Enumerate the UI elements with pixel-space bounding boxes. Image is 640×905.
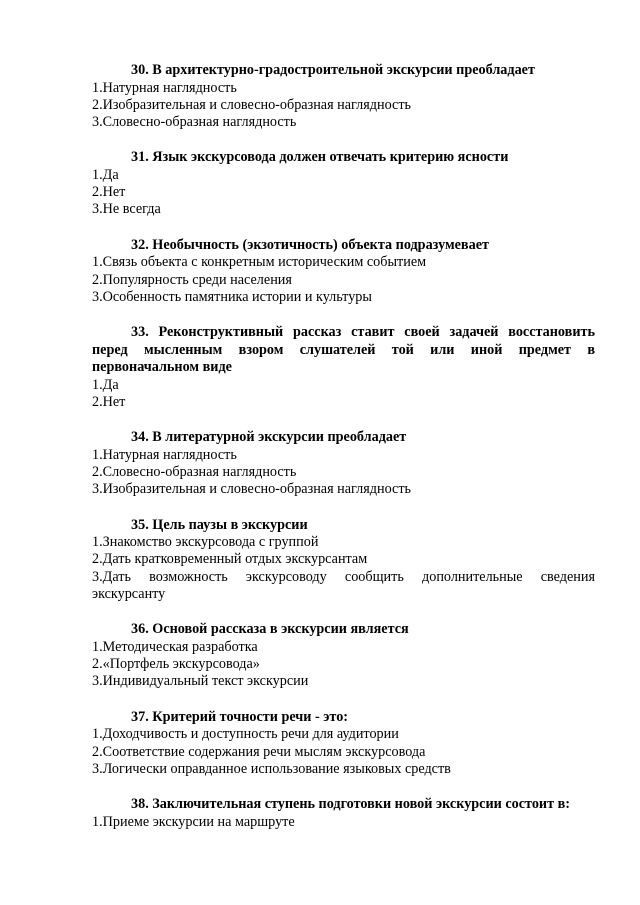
answer-option: 2.Словесно-образная наглядность bbox=[92, 464, 297, 481]
question-title: 36. Основой рассказа в экскурсии является bbox=[131, 621, 409, 638]
question-35 bbox=[92, 517, 595, 604]
answer-option: 2.Нет bbox=[92, 393, 126, 410]
answer-option: 2.Соответствие содержания речи мыслям экскурсовода bbox=[92, 743, 426, 760]
answer-option: 3.Логически оправданное использование языковых средств bbox=[92, 760, 451, 777]
question-title: 33. Реконструктивный рассказ ставит своей задачей восстановить перед мысленным взором слушателей той или иной предмет в первоначальном виде bbox=[92, 324, 595, 376]
answer-option: 3.Индивидуальный текст экскурсии bbox=[92, 673, 309, 690]
answer-option: 1.Натурная наглядность bbox=[92, 446, 237, 463]
answer-option: 1.Связь объекта с конкретным историческим событием bbox=[92, 254, 427, 271]
answer-option: 2.Дать кратковременный отдых экскурсантам bbox=[92, 551, 368, 568]
document-page bbox=[92, 62, 595, 849]
answer-option: 2.Нет bbox=[92, 184, 126, 201]
question-36 bbox=[92, 621, 595, 690]
question-32 bbox=[92, 237, 595, 306]
answer-option: 3.Особенность памятника истории и культуры bbox=[92, 288, 372, 305]
answer-option: 2.Популярность среди населения bbox=[92, 271, 292, 288]
question-38 bbox=[92, 796, 595, 831]
question-33 bbox=[92, 324, 595, 411]
answer-option: 3.Изобразительная и словесно-образная наглядность bbox=[92, 481, 411, 498]
answer-option: 1.Знакомство экскурсовода с группой bbox=[92, 534, 319, 551]
answer-option: 2.«Портфель экскурсовода» bbox=[92, 656, 260, 673]
answer-option: 1.Приеме экскурсии на маршруте bbox=[92, 813, 295, 830]
question-title: 31. Язык экскурсовода должен отвечать критерию ясности bbox=[131, 149, 509, 166]
answer-option: 3.Дать возможность экскурсоводу сообщить дополнительные сведения экскурсанту bbox=[92, 568, 595, 603]
answer-option: 1.Да bbox=[92, 376, 119, 393]
answer-option: 1.Методическая разработка bbox=[92, 638, 258, 655]
question-title: 34. В литературной экскурсии преобладает bbox=[131, 429, 407, 446]
question-title: 37. Критерий точности речи - это: bbox=[131, 708, 349, 725]
question-37 bbox=[92, 709, 595, 778]
answer-option: 1.Да bbox=[92, 166, 119, 183]
answer-option: 3.Не всегда bbox=[92, 201, 161, 218]
answer-option: 2.Изобразительная и словесно-образная наглядность bbox=[92, 96, 411, 113]
question-30 bbox=[92, 62, 595, 131]
question-31 bbox=[92, 149, 595, 218]
answer-option: 1.Доходчивость и доступность речи для аудитории bbox=[92, 726, 399, 743]
question-title: 35. Цель паузы в экскурсии bbox=[131, 516, 308, 533]
question-34 bbox=[92, 429, 595, 498]
question-title: 38. Заключительная ступень подготовки новой экскурсии состоит в: bbox=[131, 796, 571, 813]
question-title: 30. В архитектурно-градостроительной экскурсии преобладает bbox=[131, 62, 535, 78]
answer-option: 3.Словесно-образная наглядность bbox=[92, 114, 297, 131]
answer-option: 1.Натурная наглядность bbox=[92, 79, 237, 96]
question-title: 32. Необычность (экзотичность) объекта подразумевает bbox=[131, 236, 489, 253]
